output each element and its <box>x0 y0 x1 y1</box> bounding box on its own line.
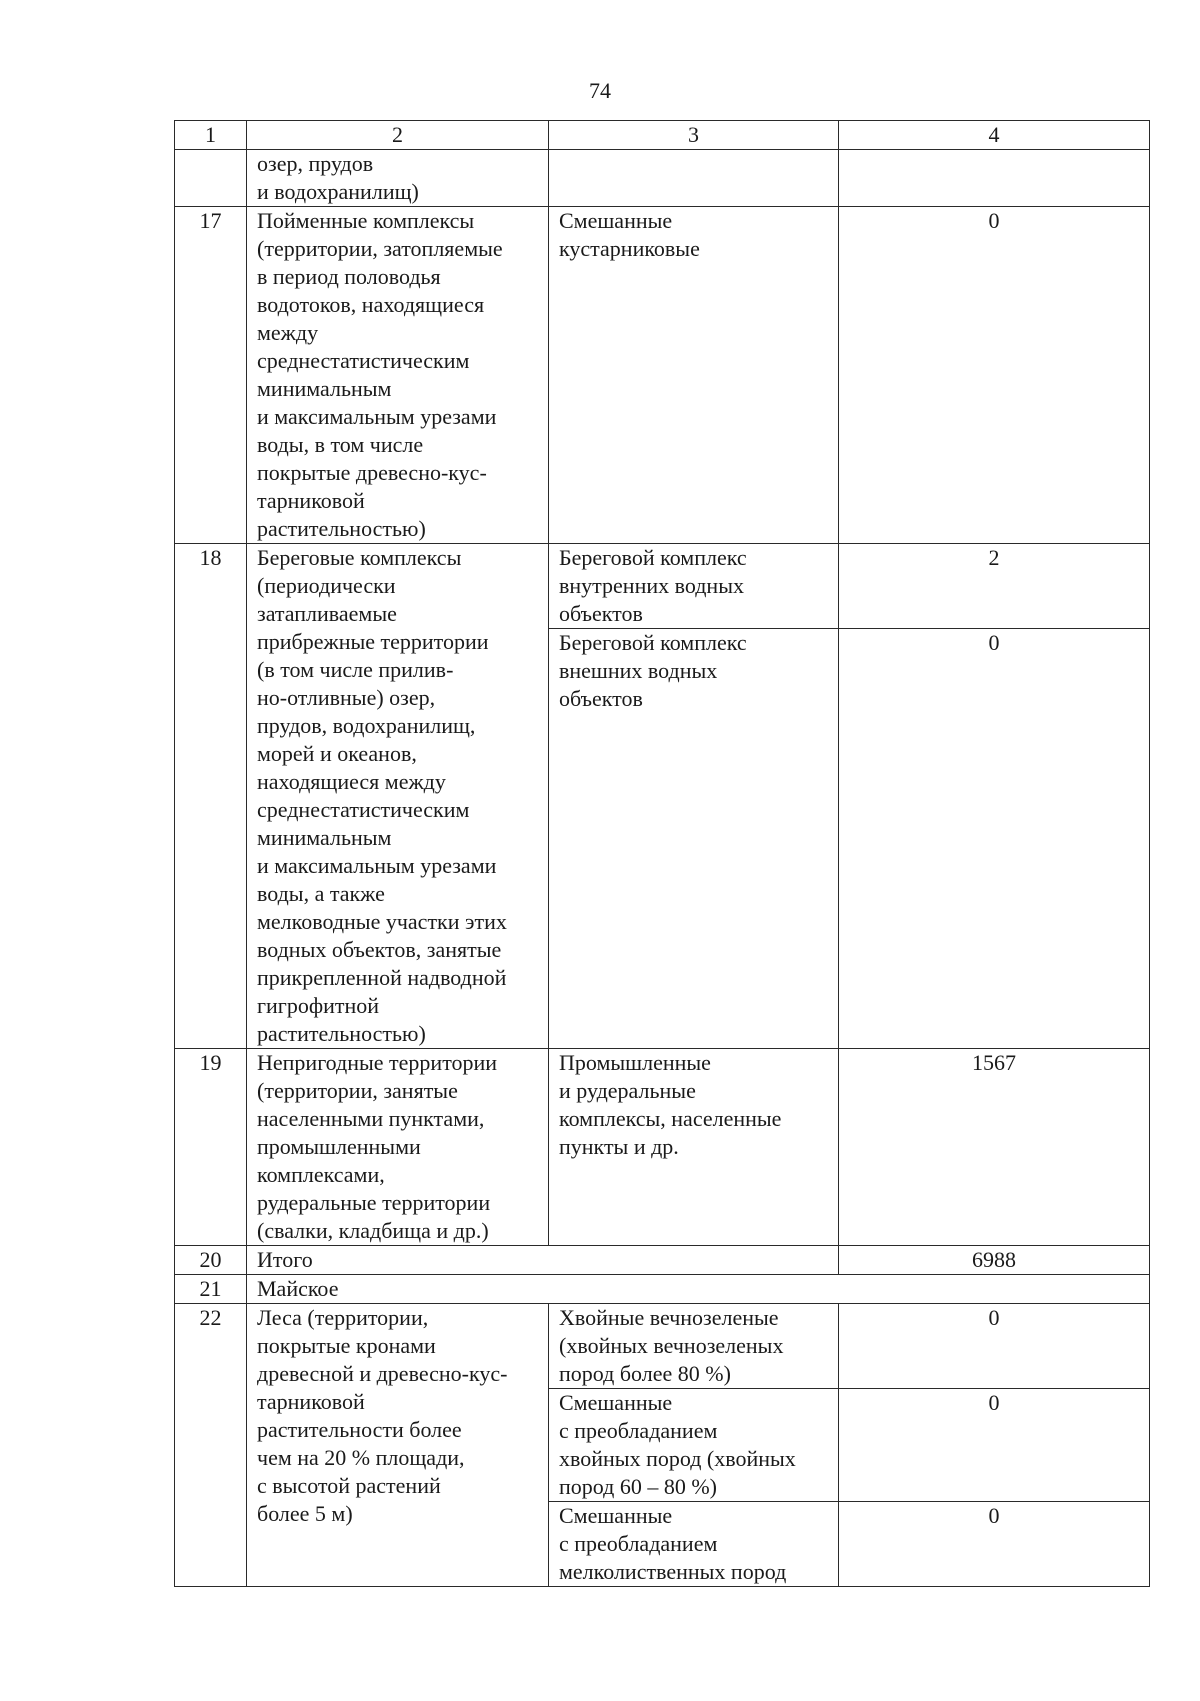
page-number: 74 <box>589 78 611 103</box>
category-line: растительностью) <box>257 1021 426 1046</box>
category-line: но-отливные) озер, <box>257 685 436 710</box>
type-line: внутренних водных <box>559 573 744 598</box>
category-line: древесной и древесно-кус- <box>257 1361 508 1386</box>
row-number-cell: 18 <box>175 544 247 1049</box>
category-line: мелководные участки этих <box>257 909 507 934</box>
type-line: кустарниковые <box>559 236 700 261</box>
row-number-cell: 19 <box>175 1049 247 1246</box>
row-number-cell: 22 <box>175 1304 247 1587</box>
category-line: растительности более <box>257 1417 462 1442</box>
category-line: населенными пунктами, <box>257 1106 485 1131</box>
type-cell <box>549 629 839 1049</box>
category-line: прибрежные территории <box>257 629 489 654</box>
value-cell: 0 <box>839 207 1150 544</box>
table-row-22 <box>175 1304 1150 1389</box>
type-line: Береговой комплекс <box>559 545 747 570</box>
category-line: озер, прудов <box>257 151 374 176</box>
type-line: пункты и др. <box>559 1134 679 1159</box>
table-row-18 <box>175 544 1150 629</box>
category-line: воды, в том числе <box>257 432 424 457</box>
table-row-19 <box>175 1049 1150 1246</box>
category-line: чем на 20 % площади, <box>257 1445 465 1470</box>
category-cell <box>247 150 549 207</box>
value-cell: 0 <box>839 1502 1150 1587</box>
type-line: (хвойных вечнозеленых <box>559 1333 784 1358</box>
category-line: растительностью) <box>257 516 426 541</box>
table-header-row <box>175 121 1150 150</box>
type-line: хвойных пород (хвойных <box>559 1446 796 1471</box>
table-row-17 <box>175 207 1150 544</box>
category-line: Непригодные территории <box>257 1050 498 1075</box>
category-cell <box>247 1304 549 1587</box>
category-line: между <box>257 320 319 345</box>
category-line: Береговые комплексы <box>257 545 462 570</box>
category-line: водных объектов, занятые <box>257 937 502 962</box>
category-line: морей и океанов, <box>257 741 417 766</box>
category-line: минимальным <box>257 376 392 401</box>
category-line: комплексами, <box>257 1162 385 1187</box>
row-number-cell: 21 <box>175 1275 247 1304</box>
category-line: рудеральные территории <box>257 1190 491 1215</box>
category-line: покрытые кронами <box>257 1333 436 1358</box>
category-line: покрытые древесно-кус- <box>257 460 487 485</box>
category-cell <box>247 1049 549 1246</box>
category-line: и водохранилищ) <box>257 179 419 204</box>
category-line: более 5 м) <box>257 1501 353 1526</box>
type-cell <box>549 1304 839 1389</box>
type-line: Промышленные <box>559 1050 711 1075</box>
type-line: с преобладанием <box>559 1418 718 1443</box>
type-line: пород 60 – 80 %) <box>559 1474 717 1499</box>
category-line: промышленными <box>257 1134 421 1159</box>
type-line: объектов <box>559 686 643 711</box>
type-line: Смешанные <box>559 208 673 233</box>
row-number-cell: 17 <box>175 207 247 544</box>
category-line: затапливаемые <box>257 601 397 626</box>
category-line: прудов, водохранилищ, <box>257 713 476 738</box>
type-line: с преобладанием <box>559 1531 718 1556</box>
category-line: и максимальным урезами <box>257 404 497 429</box>
header-col-2: 2 <box>247 121 549 150</box>
category-line: водотоков, находящиеся <box>257 292 485 317</box>
value-cell: 1567 <box>839 1049 1150 1246</box>
category-line: в период половодья <box>257 264 441 289</box>
type-line: мелколиственных пород <box>559 1559 787 1584</box>
type-cell <box>549 150 839 207</box>
row-number-cell <box>175 150 247 207</box>
type-line: Хвойные вечнозеленые <box>559 1305 779 1330</box>
land-cover-table <box>174 120 1150 1587</box>
category-cell <box>247 207 549 544</box>
category-line: (в том числе прилив- <box>257 657 454 682</box>
value-cell <box>839 150 1150 207</box>
table-row-21-section <box>175 1275 1150 1304</box>
section-title-cell: Майское <box>247 1275 1150 1304</box>
table-row-20-total <box>175 1246 1150 1275</box>
category-line: с высотой растений <box>257 1473 441 1498</box>
type-cell <box>549 207 839 544</box>
category-line: среднестатистическим <box>257 797 470 822</box>
value-cell: 2 <box>839 544 1150 629</box>
type-line: Смешанные <box>559 1390 673 1415</box>
header-col-4: 4 <box>839 121 1150 150</box>
category-line: находящиеся между <box>257 769 446 794</box>
type-line: комплексы, населенные <box>559 1106 782 1131</box>
type-line: и рудеральные <box>559 1078 696 1103</box>
category-line: Леса (территории, <box>257 1305 429 1330</box>
category-line: тарниковой <box>257 1389 365 1414</box>
value-cell: 0 <box>839 1389 1150 1502</box>
total-value-cell: 6988 <box>839 1246 1150 1275</box>
category-line: минимальным <box>257 825 392 850</box>
type-line: Смешанные <box>559 1503 673 1528</box>
row-number-cell: 20 <box>175 1246 247 1275</box>
header-col-1: 1 <box>175 121 247 150</box>
type-cell <box>549 544 839 629</box>
header-col-3: 3 <box>549 121 839 150</box>
category-line: (территории, занятые <box>257 1078 458 1103</box>
category-line: и максимальным урезами <box>257 853 497 878</box>
category-cell <box>247 544 549 1049</box>
category-line: (территории, затопляемые <box>257 236 503 261</box>
category-line: тарниковой <box>257 488 365 513</box>
total-label-cell: Итого <box>247 1246 839 1275</box>
type-cell <box>549 1049 839 1246</box>
category-line: (свалки, кладбища и др.) <box>257 1218 489 1243</box>
category-line: Пойменные комплексы <box>257 208 475 233</box>
category-line: прикрепленной надводной <box>257 965 507 990</box>
category-line: (периодически <box>257 573 396 598</box>
category-line: среднестатистическим <box>257 348 470 373</box>
category-line: гигрофитной <box>257 993 380 1018</box>
type-line: внешних водных <box>559 658 718 683</box>
category-line: воды, а также <box>257 881 385 906</box>
type-line: объектов <box>559 601 643 626</box>
type-cell <box>549 1502 839 1587</box>
value-cell: 0 <box>839 629 1150 1049</box>
type-line: Береговой комплекс <box>559 630 747 655</box>
value-cell: 0 <box>839 1304 1150 1389</box>
type-cell <box>549 1389 839 1502</box>
table-row-continued <box>175 150 1150 207</box>
type-line: пород более 80 %) <box>559 1361 731 1386</box>
